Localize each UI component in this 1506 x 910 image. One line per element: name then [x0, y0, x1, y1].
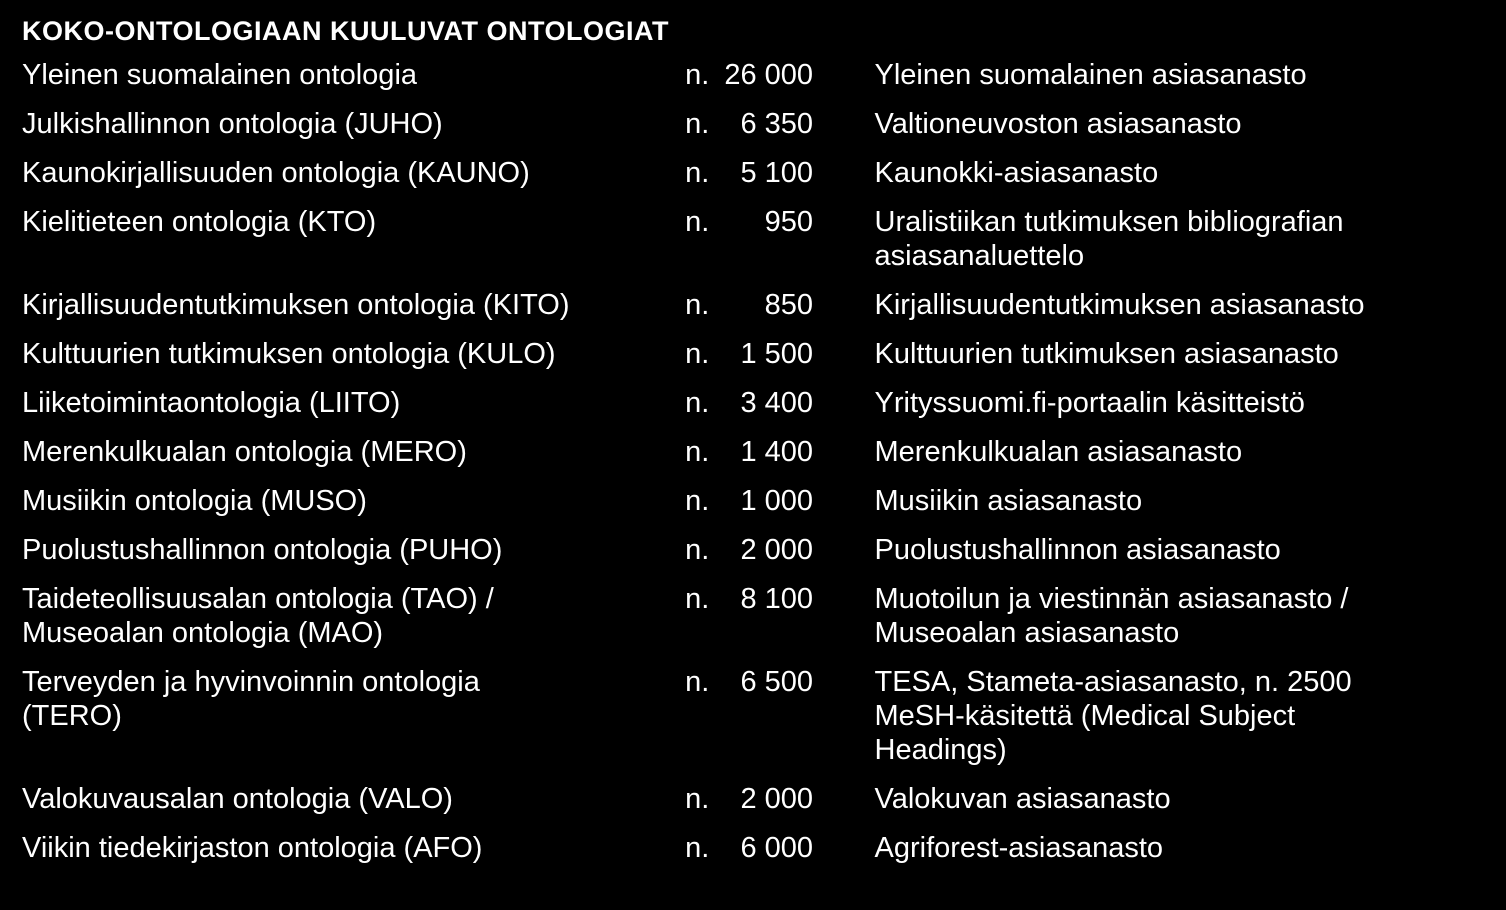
source-vocabulary: Valtioneuvoston asiasanasto — [874, 108, 1242, 140]
concept-count — [685, 58, 813, 92]
count-value: 5 100 — [740, 157, 814, 189]
concept-count-cell — [685, 582, 874, 665]
table-row — [22, 665, 1492, 782]
count-value: 8 100 — [740, 583, 814, 615]
table-row — [22, 107, 1492, 156]
concept-count — [685, 665, 813, 699]
concept-count — [685, 435, 813, 469]
table-row — [22, 484, 1492, 533]
source-vocabulary: TESA, Stameta-asiasanasto, n. 2500 MeSH-käsitettä (Medical Subject Headings) — [874, 666, 1352, 766]
count-value: 2 000 — [740, 783, 814, 815]
ontology-name: Yleinen suomalainen ontologia — [22, 59, 418, 91]
concept-count — [685, 107, 813, 141]
concept-count-cell — [685, 386, 874, 435]
ontology-table-body — [22, 58, 1492, 880]
ontology-name: Kaunokirjallisuuden ontologia (KAUNO) — [22, 157, 530, 189]
concept-count — [685, 831, 813, 865]
ontology-table — [22, 58, 1492, 880]
ontology-name: Viikin tiedekirjaston ontologia (AFO) — [22, 832, 483, 864]
count-prefix: n. — [685, 783, 710, 815]
source-vocabulary: Kulttuurien tutkimuksen asiasanasto — [874, 338, 1339, 370]
page-title: KOKO-ONTOLOGIAAN KUULUVAT ONTOLOGIAT — [22, 16, 669, 46]
ontology-name: Puolustushallinnon ontologia (PUHO) — [22, 534, 503, 566]
concept-count-cell — [685, 288, 874, 337]
count-value: 950 — [764, 206, 814, 238]
ontology-name: Valokuvausalan ontologia (VALO) — [22, 783, 453, 815]
source-vocabulary: Merenkulkualan asiasanasto — [874, 436, 1243, 468]
concept-count — [685, 386, 813, 420]
count-prefix: n. — [685, 666, 710, 698]
concept-count — [685, 782, 813, 816]
concept-count-cell — [685, 831, 874, 880]
ontology-name: Musiikin ontologia (MUSO) — [22, 485, 367, 517]
source-vocabulary: Valokuvan asiasanasto — [874, 783, 1171, 815]
ontology-name: Terveyden ja hyvinvoinnin ontologia (TERO) — [22, 666, 480, 732]
count-prefix: n. — [685, 157, 710, 189]
source-vocabulary: Puolustushallinnon asiasanasto — [874, 534, 1281, 566]
ontology-name: Taideteollisuusalan ontologia (TAO) / Museoalan ontologia (MAO) — [22, 583, 494, 649]
concept-count-cell — [685, 107, 874, 156]
source-vocabulary: Muotoilun ja viestinnän asiasanasto / Museoalan asiasanasto — [874, 583, 1349, 649]
concept-count — [685, 484, 813, 518]
concept-count-cell — [685, 156, 874, 205]
concept-count — [685, 156, 813, 190]
concept-count — [685, 288, 813, 322]
count-prefix: n. — [685, 832, 710, 864]
table-row — [22, 156, 1492, 205]
concept-count-cell — [685, 205, 874, 288]
concept-count-cell — [685, 484, 874, 533]
count-prefix: n. — [685, 289, 710, 321]
count-prefix: n. — [685, 206, 710, 238]
table-row — [22, 831, 1492, 880]
table-row — [22, 288, 1492, 337]
count-prefix: n. — [685, 485, 710, 517]
count-value: 3 400 — [740, 387, 814, 419]
count-prefix: n. — [685, 59, 710, 91]
count-value: 2 000 — [740, 534, 814, 566]
concept-count — [685, 337, 813, 371]
concept-count — [685, 582, 813, 616]
count-prefix: n. — [685, 436, 710, 468]
table-row — [22, 337, 1492, 386]
table-row — [22, 533, 1492, 582]
source-vocabulary: Kaunokki-asiasanasto — [874, 157, 1159, 189]
table-row — [22, 782, 1492, 831]
ontology-name: Merenkulkualan ontologia (MERO) — [22, 436, 467, 468]
source-vocabulary: Kirjallisuudentutkimuksen asiasanasto — [874, 289, 1365, 321]
ontology-list-page — [22, 14, 1492, 880]
count-value: 1 000 — [740, 485, 814, 517]
concept-count-cell — [685, 435, 874, 484]
concept-count-cell — [685, 665, 874, 782]
concept-count-cell — [685, 337, 874, 386]
ontology-name: Kielitieteen ontologia (KTO) — [22, 206, 377, 238]
concept-count-cell — [685, 58, 874, 107]
count-value: 850 — [764, 289, 814, 321]
concept-count — [685, 533, 813, 567]
concept-count-cell — [685, 533, 874, 582]
count-prefix: n. — [685, 387, 710, 419]
count-prefix: n. — [685, 108, 710, 140]
count-prefix: n. — [685, 534, 710, 566]
ontology-name: Kulttuurien tutkimuksen ontologia (KULO) — [22, 338, 556, 370]
concept-count — [685, 205, 813, 239]
ontology-name: Liiketoimintaontologia (LIITO) — [22, 387, 401, 419]
table-row — [22, 386, 1492, 435]
table-row — [22, 582, 1492, 665]
source-vocabulary: Yrityssuomi.fi-portaalin käsitteistö — [874, 387, 1305, 419]
count-value: 6 350 — [740, 108, 814, 140]
count-value: 1 500 — [740, 338, 814, 370]
table-row — [22, 435, 1492, 484]
table-row — [22, 58, 1492, 107]
count-value: 6 000 — [740, 832, 814, 864]
concept-count-cell — [685, 782, 874, 831]
ontology-name: Julkishallinnon ontologia (JUHO) — [22, 108, 443, 140]
count-value: 26 000 — [724, 59, 814, 91]
count-prefix: n. — [685, 338, 710, 370]
ontology-name: Kirjallisuudentutkimuksen ontologia (KITO) — [22, 289, 570, 321]
count-value: 1 400 — [740, 436, 814, 468]
source-vocabulary: Uralistiikan tutkimuksen bibliografian asiasanaluettelo — [874, 206, 1344, 272]
table-row — [22, 205, 1492, 288]
source-vocabulary: Agriforest-asiasanasto — [874, 832, 1164, 864]
source-vocabulary: Yleinen suomalainen asiasanasto — [874, 59, 1307, 91]
source-vocabulary: Musiikin asiasanasto — [874, 485, 1143, 517]
count-prefix: n. — [685, 583, 710, 615]
count-value: 6 500 — [740, 666, 814, 698]
